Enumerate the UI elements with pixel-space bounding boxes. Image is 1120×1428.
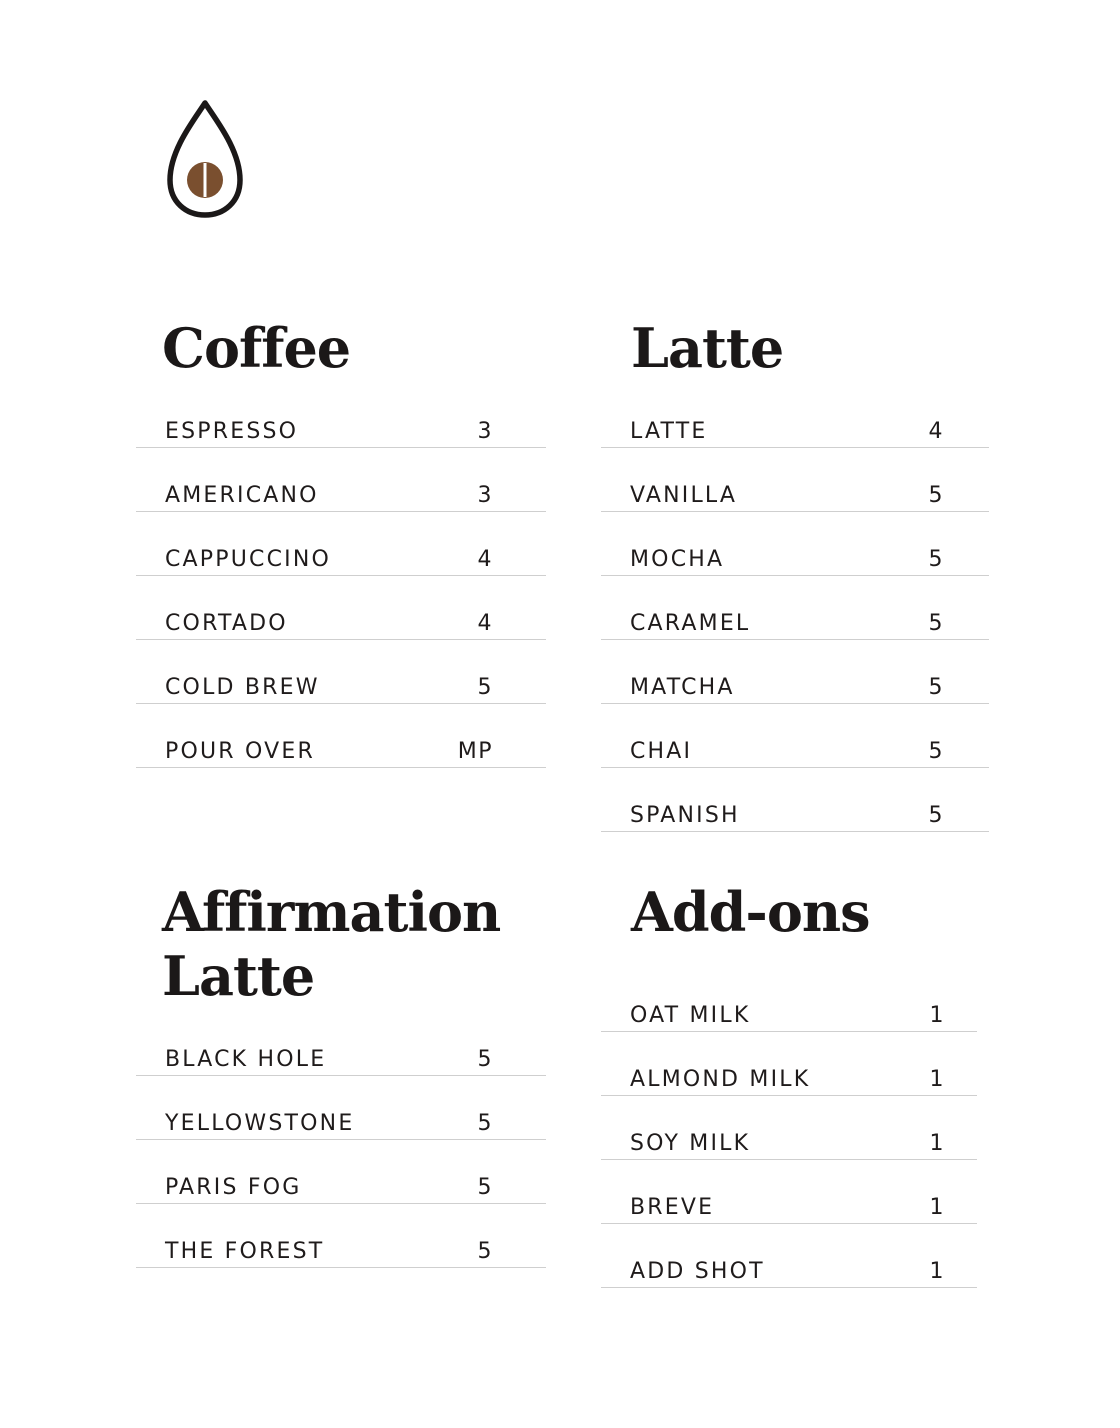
menu-item-name: BREVE <box>630 1195 715 1220</box>
menu-item-name: MATCHA <box>630 675 735 700</box>
menu-item <box>136 640 546 704</box>
menu-item-price: 4 <box>477 547 493 572</box>
menu-item-price: 5 <box>477 1047 493 1072</box>
menu-item-price: 3 <box>477 483 493 508</box>
menu-item-price: 1 <box>929 1259 945 1284</box>
section-title-latte: Latte <box>631 316 784 380</box>
menu-item <box>601 704 989 768</box>
menu-item <box>601 968 977 1032</box>
menu-item <box>136 1140 546 1204</box>
menu-item <box>136 704 546 768</box>
menu-item-name: ADD SHOT <box>630 1259 765 1284</box>
menu-item <box>601 768 989 832</box>
menu-item-name: SPANISH <box>630 803 740 828</box>
menu-item-price: 4 <box>477 611 493 636</box>
coffee-section <box>136 316 546 768</box>
menu-item-name: CHAI <box>630 739 693 764</box>
menu-item-name: OAT MILK <box>630 1003 751 1028</box>
menu-item-name: MOCHA <box>630 547 725 572</box>
menu-item <box>601 1032 977 1096</box>
menu-item <box>601 1224 977 1288</box>
menu-item-name: SOY MILK <box>630 1131 751 1156</box>
menu-item-price: 5 <box>928 547 944 572</box>
menu-item <box>601 384 989 448</box>
menu-item-price: 5 <box>928 803 944 828</box>
menu-item <box>601 1160 977 1224</box>
menu-item-name: PARIS FOG <box>165 1175 302 1200</box>
affirmation-latte-section <box>136 880 546 1268</box>
menu-item-name: THE FOREST <box>165 1239 325 1264</box>
menu-item-price: 4 <box>928 419 944 444</box>
menu-item-price: 1 <box>929 1067 945 1092</box>
menu-item <box>601 576 989 640</box>
menu-item-price: 1 <box>929 1003 945 1028</box>
section-title-coffee: Coffee <box>162 316 351 380</box>
menu-item-price: 5 <box>928 739 944 764</box>
menu-item <box>136 576 546 640</box>
menu-item-name: CARAMEL <box>630 611 751 636</box>
addons-section <box>601 880 977 1288</box>
menu-item <box>136 1012 546 1076</box>
menu-item <box>136 384 546 448</box>
menu-item-name: ESPRESSO <box>165 419 299 444</box>
section-title-addons: Add-ons <box>631 880 870 944</box>
menu-item-price: 5 <box>477 675 493 700</box>
menu-item-name: BLACK HOLE <box>165 1047 327 1072</box>
menu-item-name: COLD BREW <box>165 675 320 700</box>
menu-item-price: 5 <box>928 675 944 700</box>
menu-item <box>601 448 989 512</box>
menu-item-price: 1 <box>929 1131 945 1156</box>
menu-item-name: YELLOWSTONE <box>165 1111 355 1136</box>
menu-item-price: 3 <box>477 419 493 444</box>
menu-item-price: 5 <box>928 611 944 636</box>
menu-item <box>136 448 546 512</box>
coffee-drop-icon <box>164 98 246 220</box>
menu-item-name: ALMOND MILK <box>630 1067 811 1092</box>
menu-item-price: 1 <box>929 1195 945 1220</box>
section-title-affirmation-latte: Affirmation Latte <box>162 880 501 1008</box>
coffee-item-list <box>136 384 546 768</box>
affirmation-item-list <box>136 1012 546 1268</box>
menu-item-price: MP <box>457 739 493 764</box>
menu-item <box>601 512 989 576</box>
menu-item-price: 5 <box>928 483 944 508</box>
menu-item-price: 5 <box>477 1239 493 1264</box>
latte-section <box>601 316 989 832</box>
menu-item-name: POUR OVER <box>165 739 315 764</box>
menu-item-name: AMERICANO <box>165 483 319 508</box>
menu-item <box>601 1096 977 1160</box>
menu-item <box>136 1204 546 1268</box>
latte-item-list <box>601 384 989 832</box>
menu-item-price: 5 <box>477 1175 493 1200</box>
menu-item-price: 5 <box>477 1111 493 1136</box>
menu-item-name: VANILLA <box>630 483 738 508</box>
menu-item-name: CORTADO <box>165 611 288 636</box>
menu-item <box>136 1076 546 1140</box>
menu-item-name: LATTE <box>630 419 708 444</box>
addons-item-list <box>601 968 977 1288</box>
menu-item <box>601 640 989 704</box>
menu-item <box>136 512 546 576</box>
menu-item-name: CAPPUCCINO <box>165 547 332 572</box>
